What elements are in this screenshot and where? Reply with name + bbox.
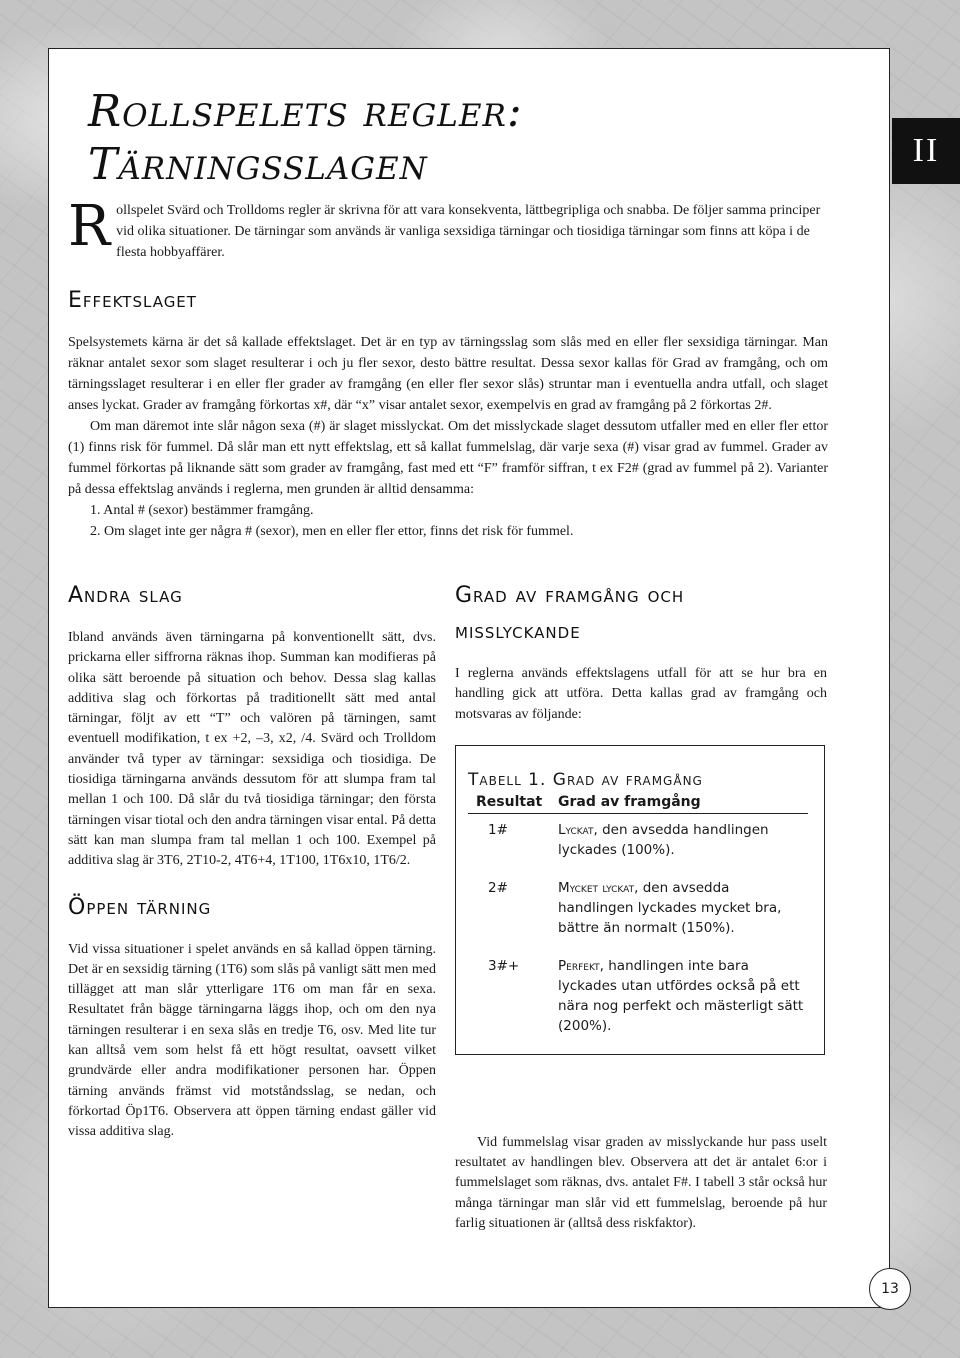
table-row <box>468 820 812 860</box>
table-grad-av-framgang <box>455 745 825 1055</box>
right-column <box>455 578 827 1234</box>
left-column <box>68 578 436 1143</box>
intro-text: ollspelet Svärd och Trolldoms regler är skrivna för att vara konsekventa, lättbegripliga och snabba. De följer samma principer vid olika situationer. De tärningar som används är vanliga sexsidiga tärningar och tiosidiga tärningar som finns att köpa i de flesta hobbyaffärer. <box>116 203 821 260</box>
table-header <box>468 794 808 814</box>
heading-effektslaget: Effektslaget <box>68 288 197 313</box>
header-grad: Grad av framgång <box>558 793 701 810</box>
cell-description <box>558 878 808 938</box>
effektslaget-paragraph-2: Om man däremot inte slår någon sexa (#) är slaget misslyckat. Om det misslyckade slaget dessutom utfaller med en eller fler ettor (1) finns risk för fummel. Då slår man ett nytt effektslag, ett så kallat fummelslag, där varje sexa (#) visar grad av fummel. Grader av fummel förkortas på liknande sätt som grader av framgång, fast med ett “F” framför siffran, t ex F2# (grad av fummel på 2). Varianter på dessa effektslag används i reglerna, men grunden är alltid densamma: <box>68 419 828 497</box>
page-title: Rollspelets regler: Tärningsslagen <box>88 86 523 190</box>
list-item: 1. Antal # (sexor) bestämmer framgång. <box>90 503 314 518</box>
heading-oppen-tarning: Öppen tärning <box>68 894 212 920</box>
cell-text: , handlingen inte bara lyckades utan utfördes också på ett nära nog perfekt och mästerligt sätt (200%). <box>558 957 804 1034</box>
intro-paragraph <box>68 194 828 263</box>
fummel-paragraph: Vid fummelslag visar graden av misslyckande hur pass uselt resultatet av handlingen blev. Observera att det är antalet 6:or i fummelslaget som räknas, dvs. antalet F#. I tabell 3 står också hur många tärningar man slår vid ett fummelslag, beroende på hur farlig situationen är (alltså dess riskfaktor). <box>455 1134 827 1232</box>
cell-description <box>558 820 808 860</box>
table-row <box>468 956 812 1036</box>
cell-lead: Mycket lyckat <box>558 879 635 896</box>
effektslaget-paragraph-1: Spelsystemets kärna är det så kallade effektslaget. Det är en typ av tärningsslag som slås med en eller fler sexsidiga tärningar. Man räknar antalet sexor som slaget resulterar i och ju fler sexor, desto bättre resultat. Dessa sexor kallas för Grad av framgång, och om tärningsslaget resulterar i en eller fler grader av framgång (en eller fler sexor slås) struntar man i eventuella andra utfall, och slaget anses lyckat. Grader av framgång förkortas x#, där “x” visar antalet sexor, exempelvis en grad av framgång på 2 förkortas 2#. <box>68 335 828 413</box>
page-number: 13 <box>869 1268 911 1310</box>
heading-line: Grad av framgång och <box>455 583 685 608</box>
heading-line: misslyckande <box>455 619 581 644</box>
grad-paragraph: I reglerna används effektslagens utfall för att se hur bra en handling gick att utföra. Detta kallas grad av framgång och motsvaras av följande: <box>455 666 827 722</box>
cell-lead: Lyckat <box>558 821 594 838</box>
section-effektslaget <box>68 332 828 542</box>
heading-andra-slag: Andra slag <box>68 583 183 608</box>
header-resultat: Resultat <box>476 793 543 810</box>
cell-text: , den avsedda handlingen lyckades (100%). <box>558 821 769 858</box>
andra-slag-paragraph: Ibland används även tärningarna på konventionellt sätt, dvs. prickarna eller siffrorna räknas ihop. Summan kan modifieras på olika sätt beroende på situation och behov. Dessa slag kallas additiva slag och förkortas på traditionellt sätt med antal tärningar, följt av ett “T” och valören på tärningen, samt eventuell modifikation, t ex +2, –3, x2, /4. Svärd och Trolldom använder två typer av tärningar: sexsidiga och tiosidiga. De tiosidiga tärningarna används dessutom för att slumpa fram tal mellan 1 och 100. Då slår du två tiosidiga tärningar; den första tärningen visar tiotal och den andra tärningen visar ental. På detta sätt kan man slumpa fram tal mellan 1 och 100. Exempel på additiva slag är 3T6, 2T10-2, 4T6+4, 1T100, 1T6x10, 1T6/2. <box>68 630 436 869</box>
cell-description <box>558 956 808 1036</box>
list-item: 2. Om slaget inte ger några # (sexor), men en eller fler ettor, finns det risk för fummel. <box>90 524 574 539</box>
effektslaget-list <box>68 500 828 542</box>
cell-text: , den avsedda handlingen lyckades mycket bra, bättre än normalt (150%). <box>558 879 782 936</box>
cell-result: 3#+ <box>488 957 520 974</box>
oppen-tarning-paragraph: Vid vissa situationer i spelet används en så kallad öppen tärning. Det är en sexsidig tärning (1T6) som slås på vanligt sätt men med tillägget att man slår ytterligare 1T6 om man får en sexa. Resultatet från bägge tärningarna läggs ihop, och om den nya tärningen resulterar i en sexa slås en tredje T6, osv. Med lite tur kan alltså vem som helst få ett högt resultat, oavsett vilket grundvärde eller andra modifikationer personen har. Öppen tärning används främst vid motståndsslag, se nedan, och förkortad Öp1T6. Observera att öppen tärning endast gäller vid vissa additiva slag. <box>68 941 436 1140</box>
cell-result: 2# <box>488 879 508 896</box>
drop-cap: R <box>68 194 111 259</box>
table-row <box>468 878 812 938</box>
table-caption: Tabell 1. Grad av framgång <box>468 769 703 790</box>
chapter-tab: II <box>892 118 960 184</box>
cell-result: 1# <box>488 821 508 838</box>
heading-grad-av-framgang <box>455 578 827 650</box>
cell-lead: Perfekt <box>558 957 600 974</box>
